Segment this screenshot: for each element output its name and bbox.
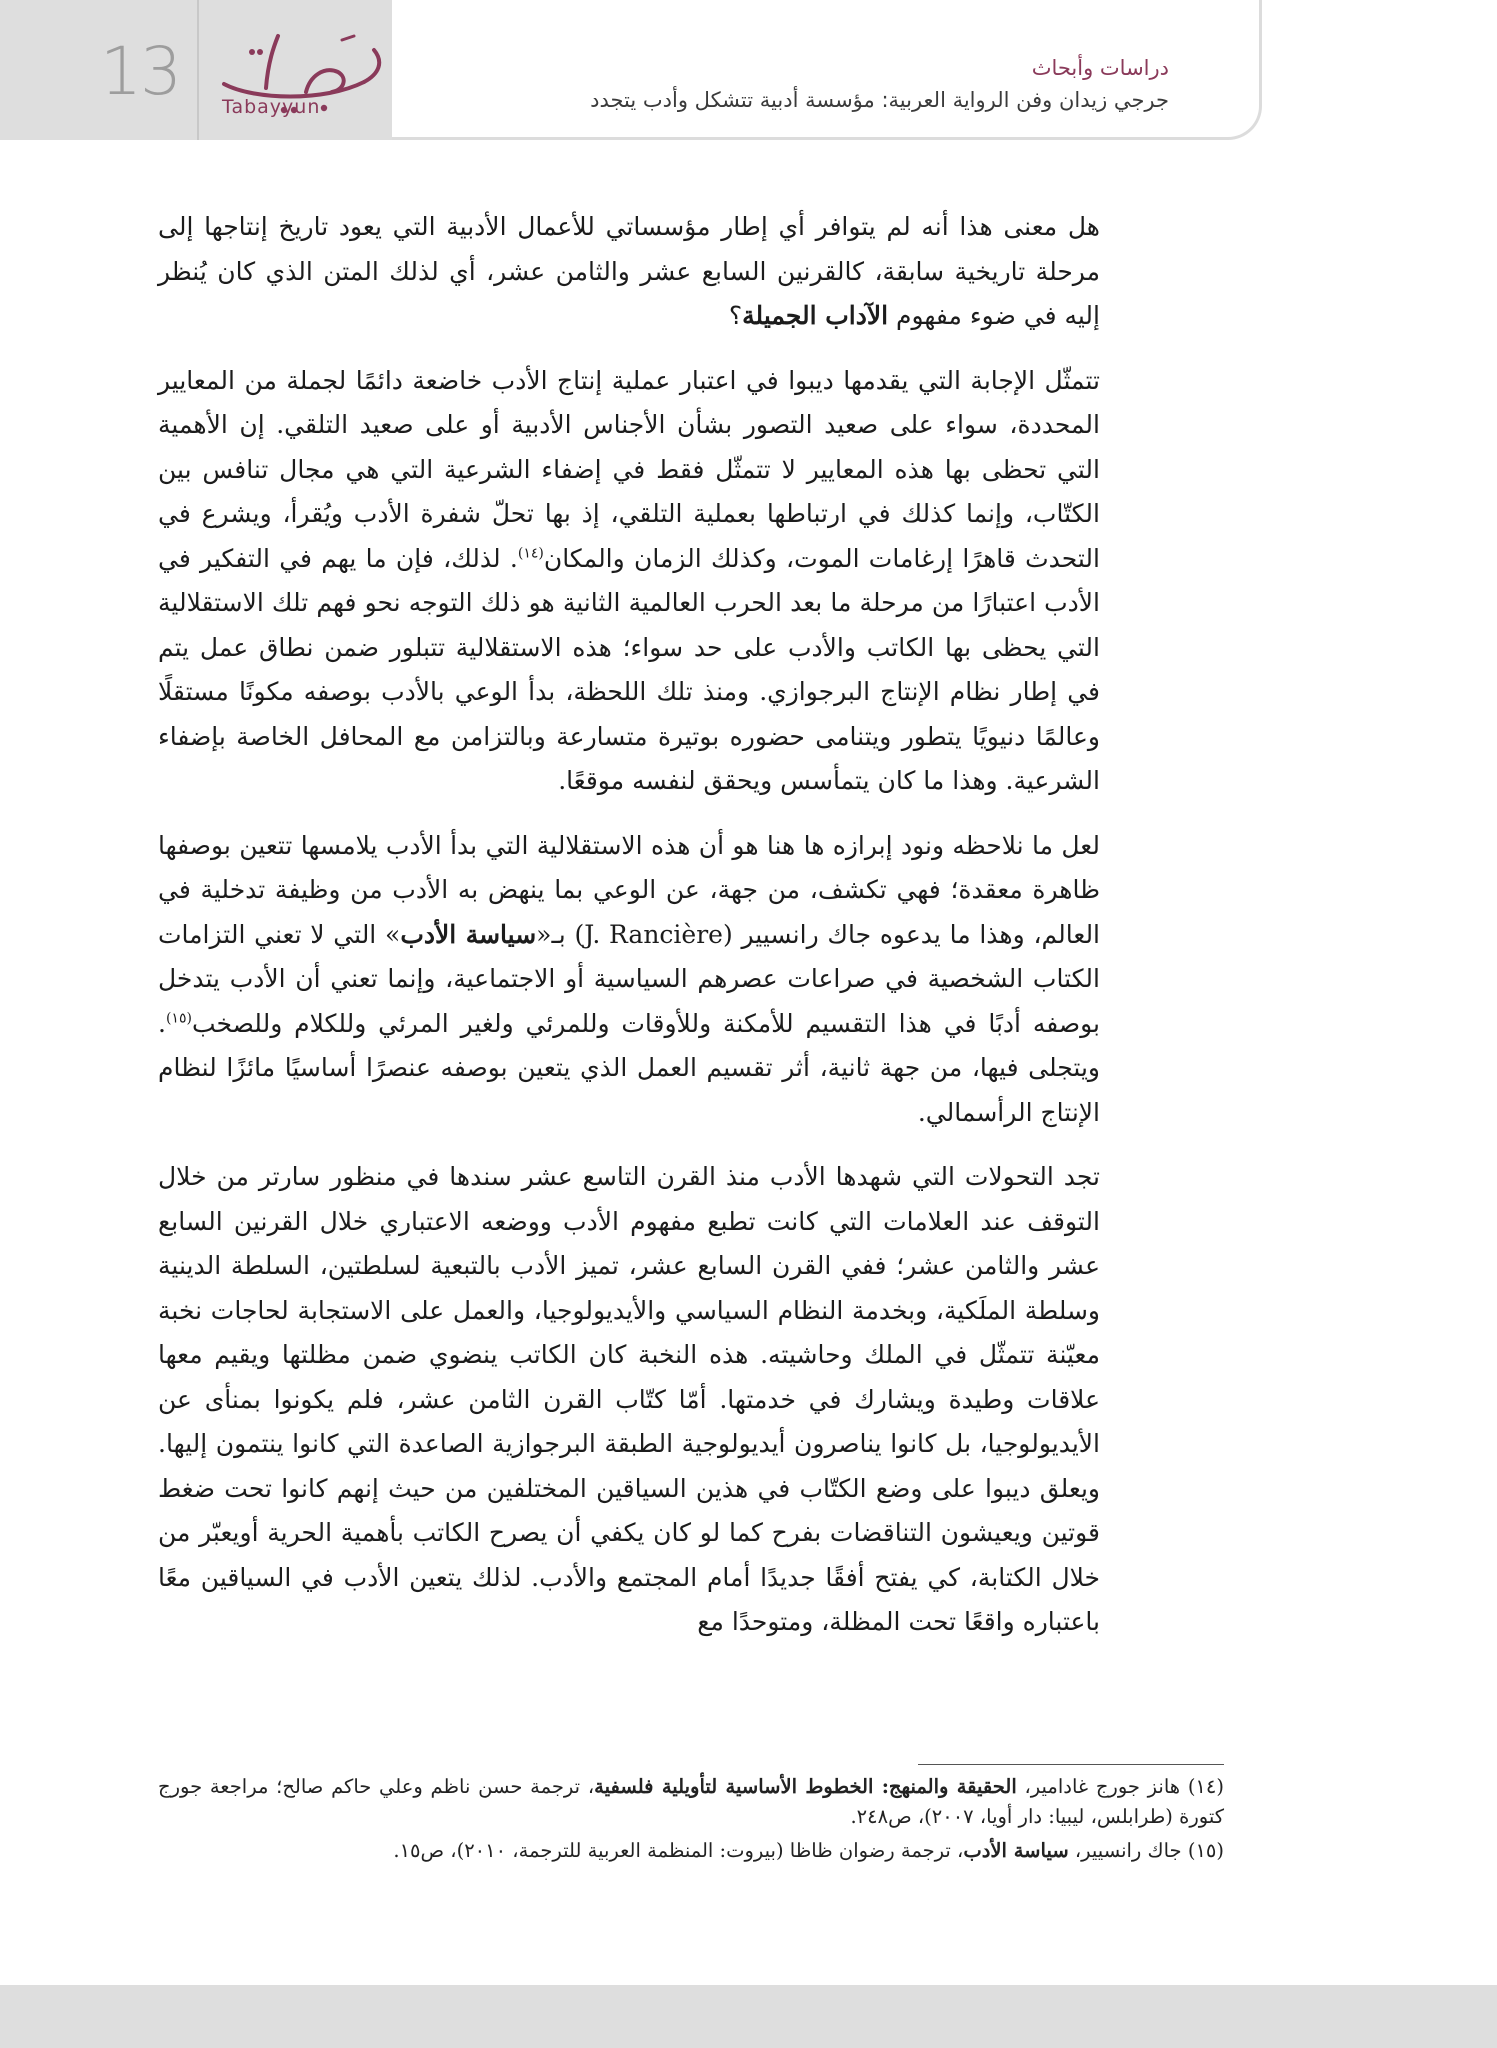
footnote-text: هانز جورج غادامير، xyxy=(1016,1775,1188,1798)
paragraph-text: » التي لا تعني التزامات الكتاب الشخصية في صراعات عصرهم السياسية أو الاجتماعية، وإنما تعني أن الأدب يتدخل بوصفه أدبًا في هذا التقسيم للأمكنة وللأوقات وللمرئي ولغير المرئي وللكلام وللصخب xyxy=(158,919,1100,1038)
paragraph-text: تتمثّل الإجابة التي يقدمها ديبوا في اعتبار عملية إنتاج الأدب خاضعة دائمًا لجملة من المعايير المحددة، سواء على صعيد التصور بشأن الأجناس الأدبية أو على صعيد التلقي. إن الأهمية التي تحظى بها هذه المعايير لا تتمثّل فقط في إضفاء الشرعية التي هي مجال تنافس بين الكتّاب، وإنما كذلك في ارتباطها بعملية التلقي، إذ بها تحلّ شفرة الأدب ويُقرأ، ويشرع في التحدث قاهرًا إرغامات الموت، وكذلك الزمان والمكان xyxy=(158,365,1100,573)
footnote-text: جاك رانسيير، xyxy=(1068,1839,1188,1862)
logo-divider xyxy=(197,0,199,140)
paragraph-1 xyxy=(158,205,1100,339)
bold-term: الآداب الجميلة xyxy=(742,301,889,330)
paragraph-text: ؟ xyxy=(728,301,743,330)
page-number: 13 xyxy=(100,33,180,110)
page-footer xyxy=(0,1985,1497,2048)
footnote-book-title: الحقيقة والمنهج: الخطوط الأساسية لتأويلية فلسفية xyxy=(594,1775,1017,1798)
logo-area xyxy=(0,0,392,140)
paragraph-4: تجد التحولات التي شهدها الأدب منذ القرن التاسع عشر سندها في منظور سارتر من خلال التوقف عند العلامات التي كانت تطبع مفهوم الأدب ووضعه الاعتباري خلال القرنين السابع عشر والثامن عشر؛ ففي القرن السابع عشر، تميز الأدب بالتبعية لسلطتين، السلطة الدينية وسلطة الملَكية، وبخدمة النظام السياسي والأيديولوجيا، والعمل على الاستجابة لحاجات نخبة معيّنة تتمثّل في الملك وحاشيته. هذه النخبة كان الكاتب ينضوي ضمن مظلتها ويقيم معها علاقات وطيدة ويشارك في خدمتها. أمّا كتّاب القرن الثامن عشر، فلم يكونوا بمنأى عن الأيديولوجيا، بل كانوا يناصرون أيديولوجية الطبقة البرجوازية الصاعدة التي كانوا ينتمون إليها. ويعلق ديبوا على وضع الكتّاب في هذين السياقين المختلفين من حيث إنهم كانوا تحت ضغط قوتين ويعيشون التناقضات بفرح كما لو كان يكفي أن يصرح الكاتب بأهمية الحرية أويعبّر من خلال الكتابة، كي يفتح أفقًا جديدًا أمام المجتمع والأدب. لذلك يتعين الأدب في السياقين معًا باعتباره واقعًا تحت المظلة، ومتوحدًا مع xyxy=(158,1162,1100,1636)
footnote-text: ، ترجمة حسن ناظم وعلي حاكم صالح؛ مراجعة جورج كتورة (طرابلس، ليبيا: دار أويا، ٢٠٠٧)، ص٢٤٨. xyxy=(158,1775,1224,1828)
footnote-15 xyxy=(158,1836,1224,1866)
paragraph-text: . ويتجلى فيها، من جهة ثانية، أثر تقسيم العمل الذي يتعين بوصفه عنصرًا أساسيًا مائزًا لنظام الإنتاج الرأسمالي. xyxy=(158,1008,1100,1127)
footnote-book-title: سياسة الأدب xyxy=(963,1839,1069,1862)
footnote-number: (١٥) xyxy=(1187,1839,1224,1862)
footnote-number: (١٤) xyxy=(1187,1775,1224,1798)
article-title: جرجي زيدان وفن الرواية العربية: مؤسسة أدبية تتشكل وأدب يتجدد xyxy=(590,88,1169,112)
section-label: دراسات وأبحاث xyxy=(1031,56,1169,80)
paragraph-text: . لذلك، فإن ما يهم في التفكير في الأدب اعتبارًا من مرحلة ما بعد الحرب العالمية الثانية هو ذلك التوجه نحو فهم تلك الاستقلالية التي يحظى بها الكاتب والأدب على حد سواء؛ هذه الاستقلالية تتبلور ضمن نطاق عمل يتم في إطار نظام الإنتاج البرجوازي. ومنذ تلك اللحظة، بدأ الوعي بالأدب بوصفه مكونًا مستقلًا وعالمًا دنيويًا يتطور ويتنامى حضوره بوتيرة متسارعة وبالتزامن مع المحافل الخاصة بإضفاء الشرعية. وهذا ما كان يتمأسس ويحقق لنفسه موقعًا. xyxy=(158,543,1100,795)
article-body xyxy=(158,205,1100,1665)
footnote-ref[interactable]: (١٥) xyxy=(165,1010,192,1027)
footnote-divider xyxy=(918,1764,1224,1765)
paragraph-text: هل معنى هذا أنه لم يتوافر أي إطار مؤسساتي للأعمال الأدبية التي يعود تاريخ إنتاجها إلى مرحلة تاريخية سابقة، كالقرنين السابع عشر والثامن عشر، أي لذلك المتن الذي كان يُنظر إليه في ضوء مفهوم xyxy=(158,212,1100,330)
footnotes xyxy=(158,1772,1224,1870)
footnote-ref[interactable]: (١٤) xyxy=(517,545,544,562)
paragraph-2 xyxy=(158,359,1100,804)
bold-term: سياسة الأدب xyxy=(400,919,537,949)
paragraph-text: لعل ما نلاحظه ونود إبرازه ها هنا هو أن هذه الاستقلالية التي بدأ الأدب يلامسها تتعين بوصفها ظاهرة معقدة؛ فهي تكشف، من جهة، عن الوعي بما ينهض به الأدب من وظيفة تدخلية في العالم، وهذا ما يدعوه جاك رانسيير (J. Rancière) بـ« xyxy=(158,830,1101,949)
logo-latin-text: Tabayyun xyxy=(222,96,321,118)
footnote-text: ، ترجمة رضوان ظاظا (بيروت: المنظمة العربية للترجمة، ٢٠١٠)، ص١٥. xyxy=(393,1839,964,1862)
footnote-14 xyxy=(158,1772,1224,1832)
paragraph-3 xyxy=(158,824,1100,1136)
